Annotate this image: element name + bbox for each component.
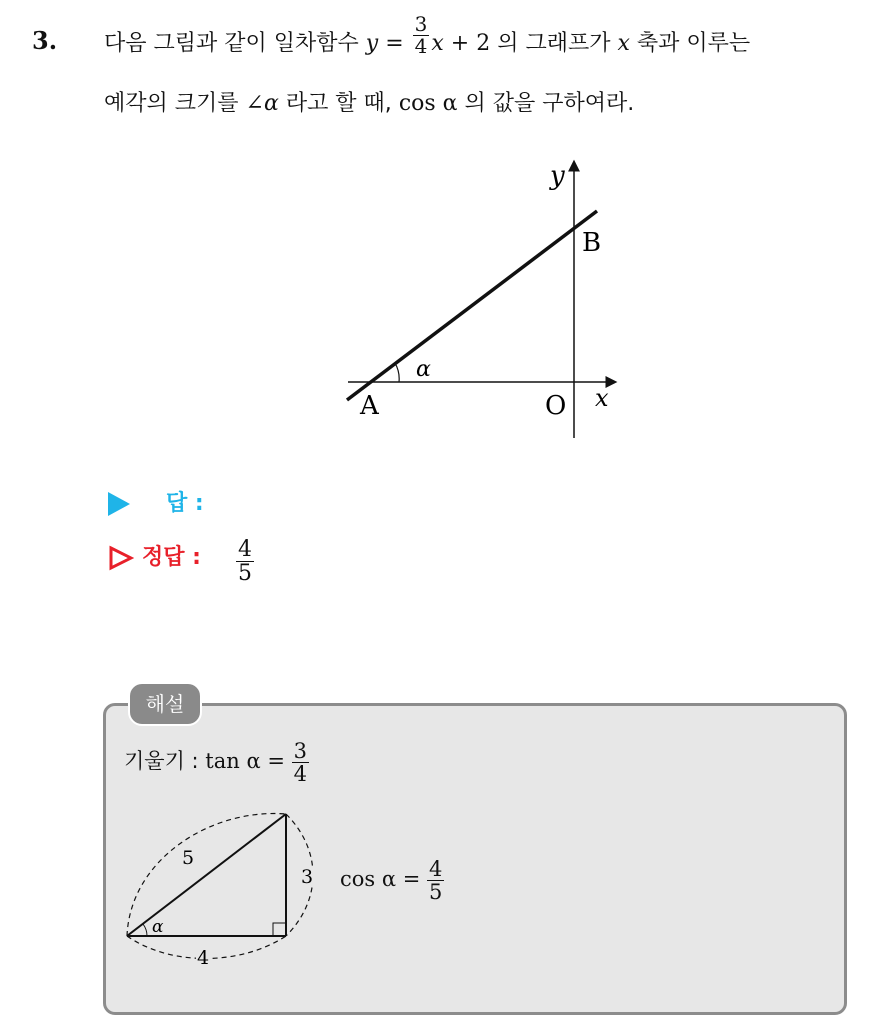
side-label-4: 4: [197, 947, 210, 969]
equation-fraction-num: 3: [414, 11, 428, 36]
side-label-5: 5: [182, 847, 195, 869]
right-triangle-figure: [110, 800, 330, 980]
tan-expression: tan α =: [205, 749, 285, 774]
tan-num: 3: [293, 739, 307, 763]
tan-fraction: [292, 740, 309, 785]
answer-label: 답 :: [166, 491, 204, 516]
equation-plus-two: + 2: [450, 31, 491, 56]
question-text-1a: 다음 그림과 같이 일차함수: [104, 31, 359, 56]
outline-triangle-icon: [108, 545, 134, 571]
correct-answer-row: [108, 540, 201, 571]
equation-fraction-den: 4: [414, 33, 428, 58]
origin-label: O: [545, 391, 567, 421]
answer-row: [108, 486, 204, 517]
triangle-angle-arc: [143, 924, 147, 936]
question-text-2b: 라고 할 때,: [285, 91, 392, 116]
cos-expression: cos α: [398, 91, 458, 116]
question-line-1: [104, 11, 751, 58]
linear-function-line: [347, 211, 597, 400]
point-a-label: A: [360, 391, 379, 421]
slope-line: [124, 740, 309, 785]
point-b-label: B: [582, 228, 602, 258]
question-text-2a: 예각의 크기를: [104, 91, 239, 116]
equation-equals: =: [385, 31, 404, 56]
question-text-1b: 의 그래프가: [497, 31, 611, 56]
tan-den: 4: [293, 762, 307, 787]
question-axis-x: x: [617, 31, 630, 56]
triangle-alpha-label: α: [152, 917, 164, 937]
angle-expression: ∠α: [245, 91, 279, 116]
explanation-tag: 해설: [128, 682, 202, 726]
x-axis-label: x: [595, 384, 609, 412]
question-line-2: [104, 86, 634, 117]
equation-x: x: [431, 31, 444, 56]
right-angle-mark: [273, 923, 286, 936]
cos-result-expression: cos α =: [340, 867, 421, 892]
correct-answer-den: 5: [238, 561, 252, 587]
cos-result-den: 5: [429, 880, 443, 905]
equation-fraction: [413, 11, 430, 58]
y-axis-label: y: [550, 161, 565, 191]
correct-answer-label: 정답 :: [142, 545, 201, 570]
question-text-2c: 의 값을 구하여라.: [464, 91, 635, 116]
triangle-hypotenuse: [127, 814, 286, 936]
graph-figure: [330, 150, 640, 450]
equation-y: y: [365, 31, 379, 56]
question-number: 3.: [32, 26, 58, 55]
play-triangle-icon: [108, 492, 130, 516]
question-text-1c: 축과 이루는: [636, 31, 751, 56]
angle-arc: [395, 363, 399, 382]
correct-answer-fraction: [236, 538, 254, 585]
cos-result-fraction: [427, 858, 444, 903]
cos-result-num: 4: [429, 857, 443, 881]
correct-answer-num: 4: [238, 537, 252, 562]
cos-result-line: [340, 858, 444, 903]
correct-answer-value: [236, 538, 254, 585]
angle-alpha-label: α: [416, 357, 431, 382]
side-label-3: 3: [301, 866, 314, 888]
slope-label: 기울기 :: [124, 749, 199, 774]
